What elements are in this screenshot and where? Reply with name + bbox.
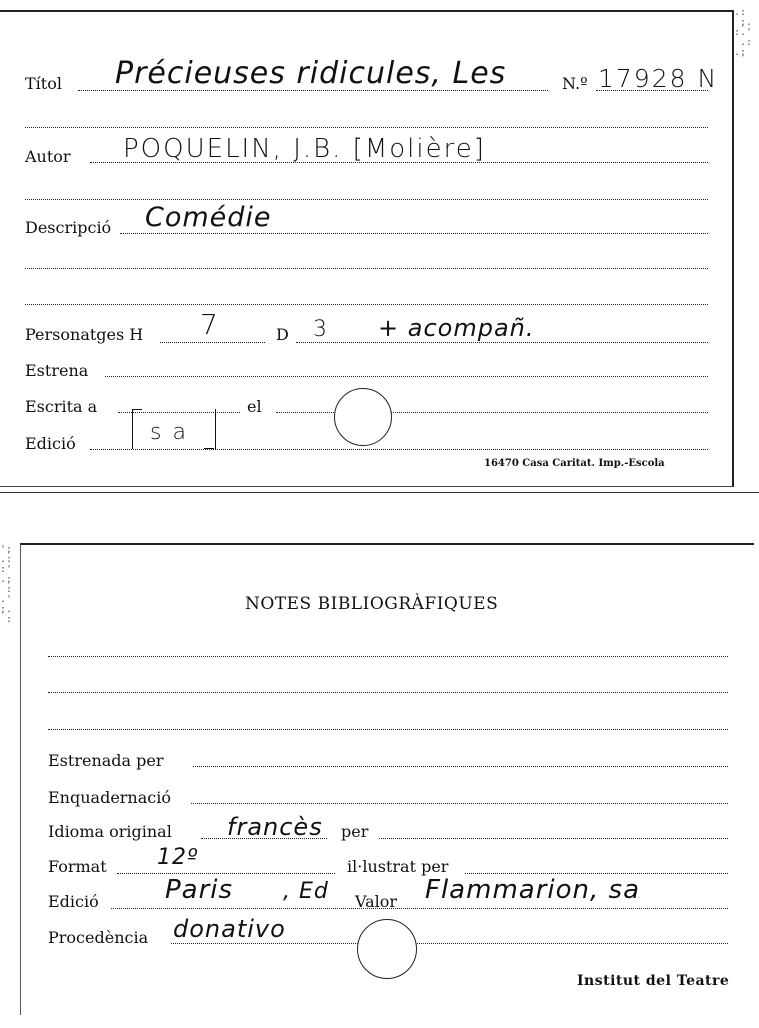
idioma-label: Idioma original [48, 822, 172, 841]
format-line [117, 873, 335, 874]
escrita-label: Escrita a [25, 397, 98, 416]
notes-line-2 [48, 692, 728, 693]
institution-name: Institut del Teatre [577, 973, 730, 989]
personatges-d-value: 3 [313, 317, 329, 342]
notes-line-1 [48, 656, 728, 657]
descripcio-label: Descripció [25, 218, 112, 237]
idioma-per-line [379, 838, 728, 839]
numero-label: N.º [562, 74, 588, 93]
edicio-editor-value: Flammarion, sa [425, 875, 641, 905]
titol-extra-line [25, 127, 708, 128]
catalog-card-front [0, 10, 734, 487]
scan-noise-bottom-left: '; .: :' .; : .' ;. : [0, 544, 13, 625]
idioma-per-label: per [341, 822, 369, 841]
printer-imprint: 16470 Casa Caritat. Imp.-Escola [484, 458, 665, 469]
card-separator-line [0, 492, 759, 493]
edicio-editor-prefix: , Ed [283, 879, 329, 904]
back-edicio-line [111, 908, 728, 909]
edicio-bracket-bottom [204, 448, 214, 449]
edicio-value: s a [150, 420, 188, 445]
personatges-label: Personatges H [25, 325, 144, 344]
enquadernacio-line [191, 803, 728, 804]
punch-hole-front [334, 388, 392, 446]
idioma-value: francès [227, 813, 323, 841]
edicio-bracket-top [132, 409, 142, 410]
notes-line-3 [48, 729, 728, 730]
descripcio-extra-line-1 [25, 268, 708, 269]
estrenada-label: Estrenada per [48, 751, 164, 770]
autor-extra-line [25, 199, 708, 200]
titol-label: Títol [25, 74, 62, 93]
personatges-d-line [296, 342, 708, 343]
autor-value: POQUELIN, J.B. [Molière] [123, 134, 486, 164]
punch-hole-back [357, 919, 417, 979]
format-value: 12º [157, 845, 199, 870]
estrena-label: Estrena [25, 361, 89, 380]
personatges-h-value: 7 [200, 308, 220, 341]
catalog-card-back [20, 543, 754, 1015]
descripcio-value: Comédie [145, 202, 272, 233]
autor-label: Autor [25, 147, 71, 166]
escrita-el-label: el [247, 397, 262, 416]
back-edicio-label: Edició [48, 892, 99, 911]
procedencia-value: donativo [173, 915, 286, 943]
scan-noise-top-right: .: ;. :.' .: .; [734, 7, 753, 58]
notes-heading: NOTES BIBLIOGRÀFIQUES [245, 594, 499, 614]
personatges-h-line [160, 342, 265, 343]
format-label: Format [48, 857, 107, 876]
titol-value: Précieuses ridicules, Les [115, 56, 507, 91]
estrena-line [105, 376, 708, 377]
edicio-place-value: Paris [165, 875, 234, 905]
procedencia-line [171, 943, 728, 944]
edicio-line [90, 449, 708, 450]
il-lustrat-label: il·lustrat per [347, 857, 449, 876]
descripcio-line [120, 233, 708, 234]
personatges-d-label: D [276, 325, 289, 344]
il-lustrat-line [465, 873, 728, 874]
valor-label: Valor [355, 892, 398, 911]
edicio-label: Edició [25, 434, 76, 453]
descripcio-extra-line-2 [25, 304, 708, 305]
procedencia-label: Procedència [48, 928, 149, 947]
enquadernacio-label: Enquadernació [48, 788, 171, 807]
estrenada-line [193, 766, 728, 767]
personatges-extra: + acompañ. [378, 314, 535, 342]
numero-value: 17928 N [598, 64, 719, 93]
